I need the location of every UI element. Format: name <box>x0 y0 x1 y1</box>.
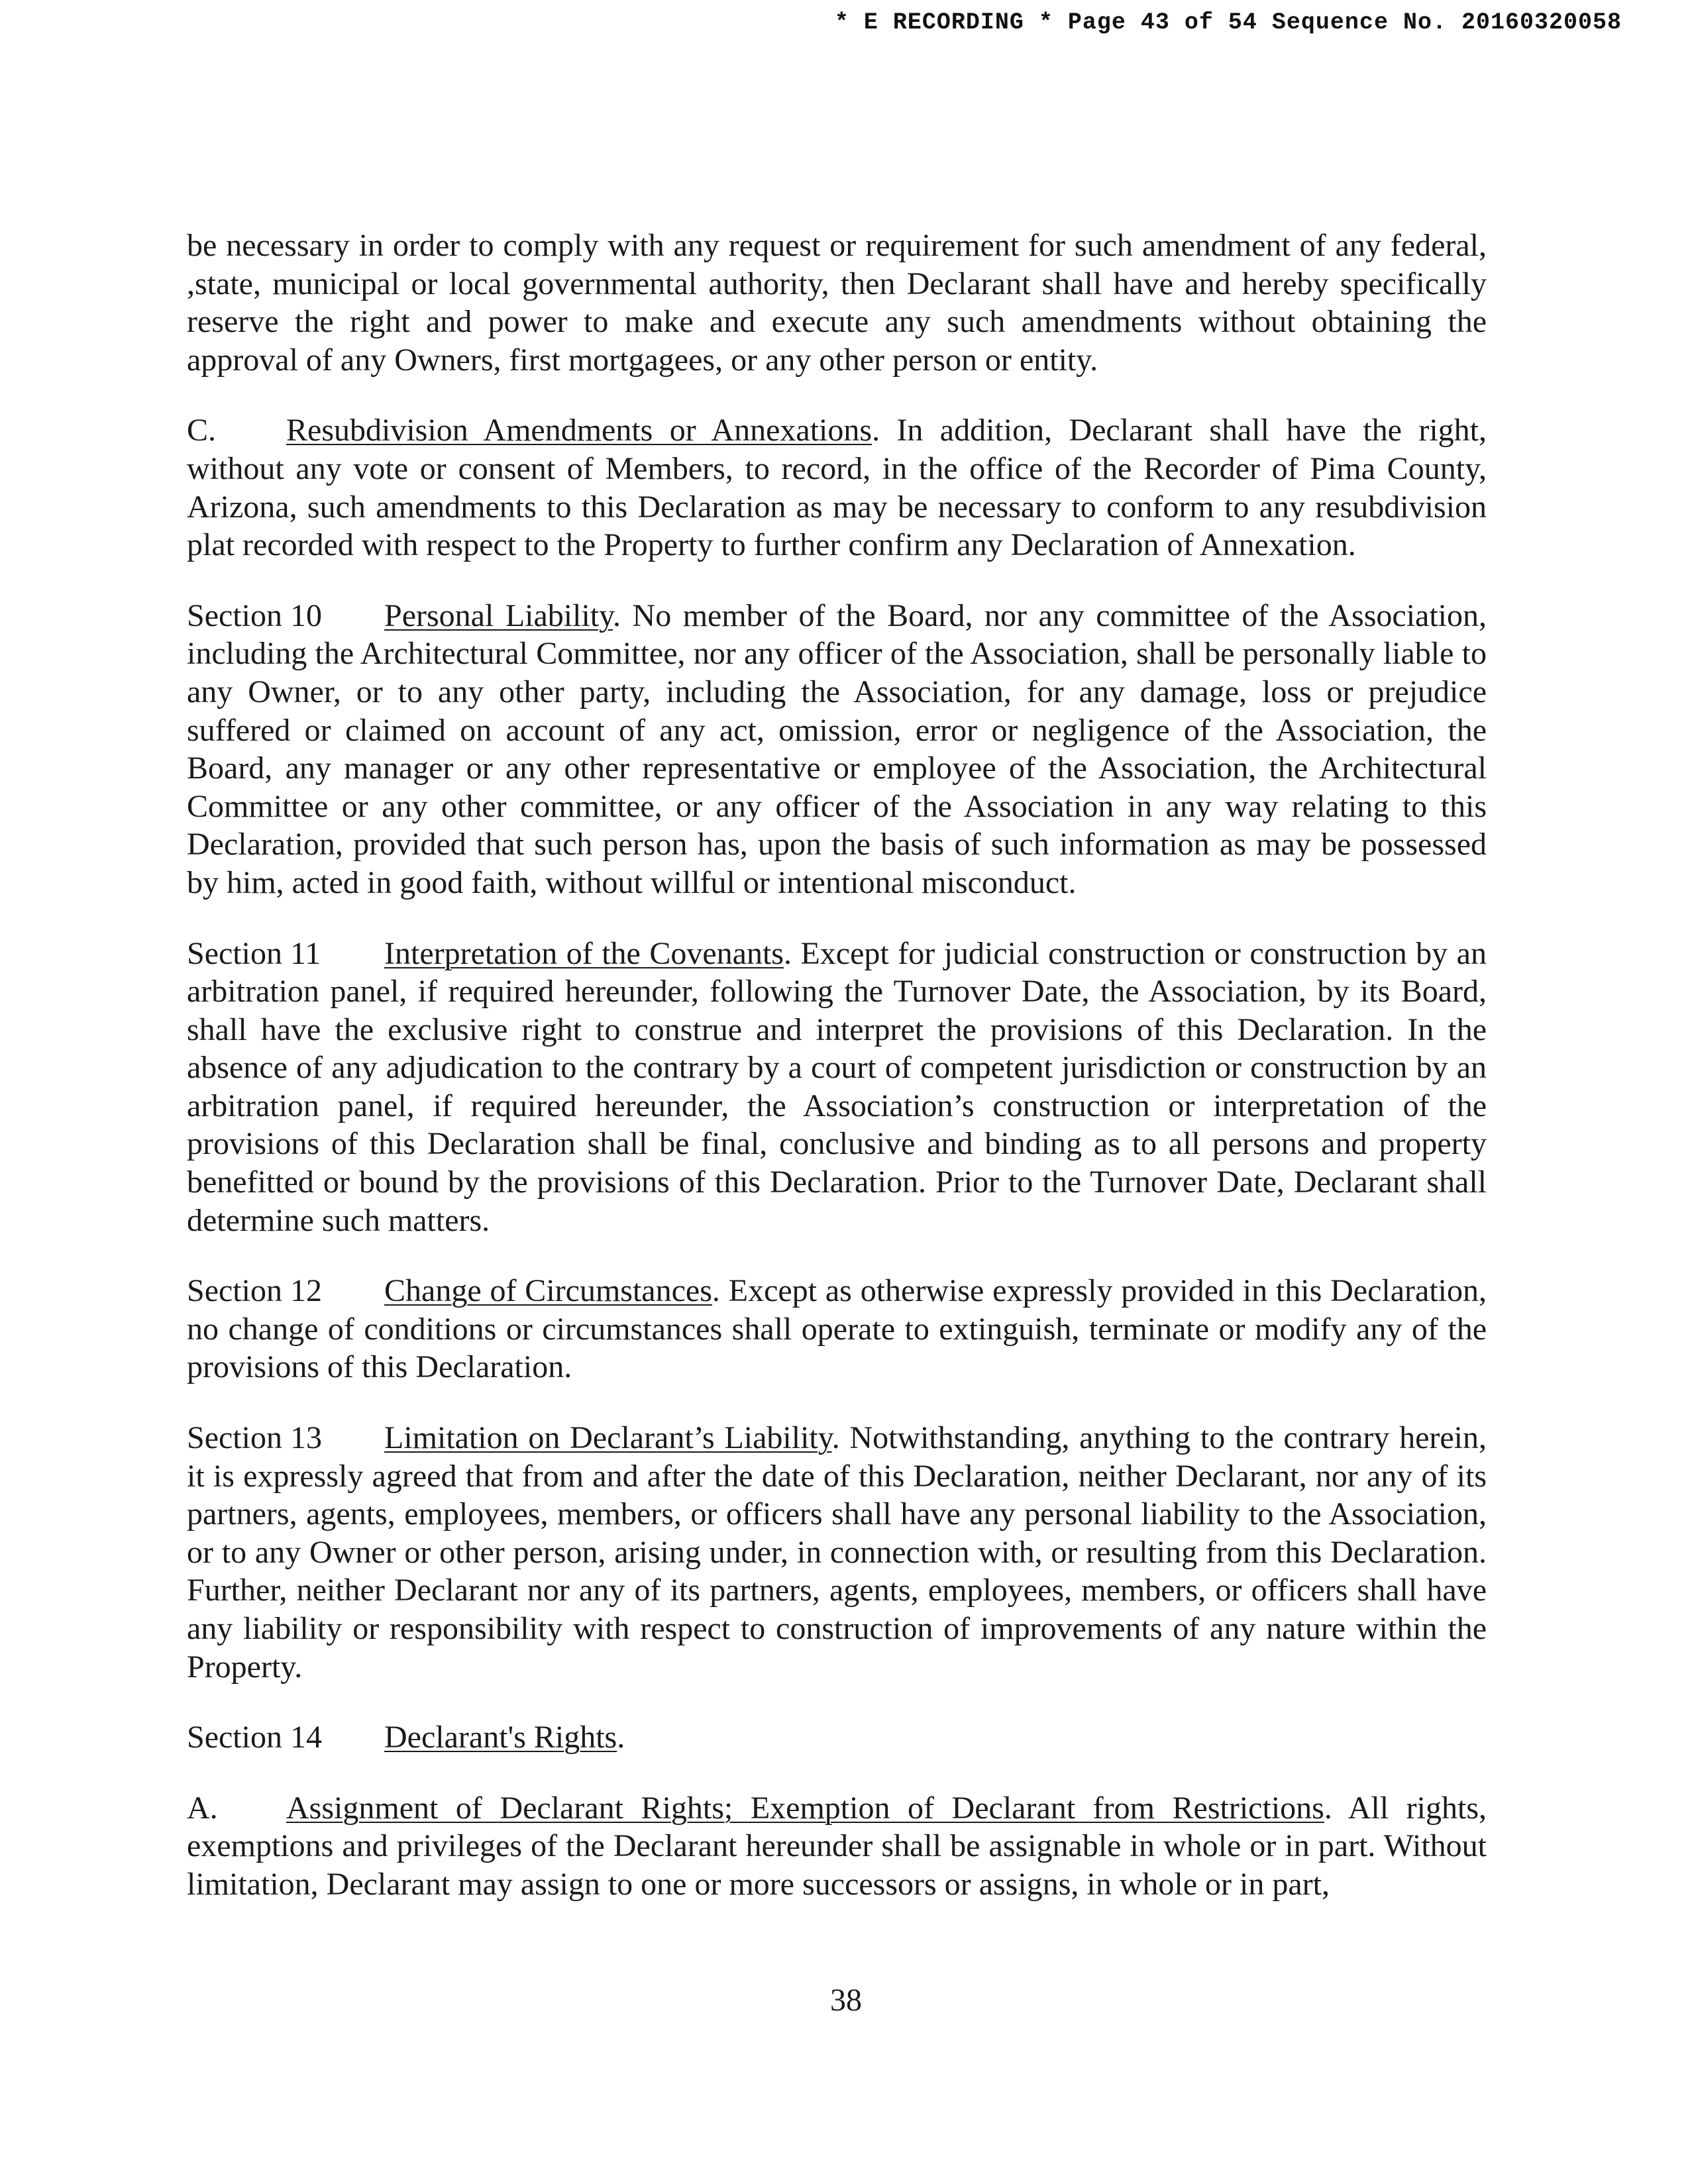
section-12-heading: Change of Circumstances <box>384 1273 712 1309</box>
section-13: Section 13 Limitation on Declarant’s Liability. Notwithstanding, anything to the contrary herein, it is expressly agreed that from and after the date of this Declaration, neither Declarant, nor any of its partners, agents, employees, members, or officers shall have any personal liability to the Association, or to any Owner or other person, arising under, in connection with, or resulting from this Declaration. Further, neither Declarant nor any of its partners, agents, employees, members, or officers shall have any liability or responsibility with respect to construction of improvements of any nature within the Property. <box>187 1420 1487 1685</box>
section-11-body: Except for judicial construction or construction by an arbitration panel, if required hereunder, following the Turnover Date, the Association, by its Board, shall have the exclusive right to construe and interpret the provisions of this Declaration. In the absence of any adjudication to the contrary by a court of competent jurisdiction or construction by an arbitration panel, if required hereunder, the Association’s construction or interpretation of the provisions of this Declaration shall be final, conclusive and binding as to all persons and property benefitted or bound by the provisions of this Declaration. Prior to the Turnover Date, Declarant shall determine such matters. <box>187 935 1487 1238</box>
section-14-heading: Declarant's Rights <box>384 1720 617 1755</box>
section-10-label: Section 10 <box>187 598 322 633</box>
section-13-body: Notwithstanding, anything to the contrary herein, it is expressly agreed that from and after the date of this Declaration, neither Declarant, nor any of its partners, agents, employees, members, or officers shall have any personal liability to the Association, or to any Owner or other person, arising under, in connection with, or resulting from this Declaration. Further, neither Declarant nor any of its partners, agents, employees, members, or officers shall have any liability or responsibility with respect to construction of improvements of any nature within the Property. <box>187 1420 1487 1685</box>
section-10: Section 10 Personal Liability. No member of the Board, nor any committee of the Association, including the Architectural Committee, nor any officer of the Association, shall be personally liable to any Owner, or to any other party, including the Association, for any damage, loss or prejudice suffered or claimed on account of any act, omission, error or negligence of the Association, the Board, any manager or any other representative or employee of the Association, the Architectural Committee or any other committee, or any officer of the Association in any way relating to this Declaration, provided that such person has, upon the basis of such information as may be possessed by him, acted in good faith, without willful or intentional misconduct. <box>187 598 1487 900</box>
subsection-a-body: All rights, exemptions and privileges of the Declarant hereunder shall be assignable in whole or in part. Without limitation, Declarant may assign to one or more successors or assigns, in whole or in part, <box>187 1790 1487 1902</box>
subsection-a-heading: Assignment of Declarant Rights; Exemption of Declarant from Restrictions <box>286 1790 1324 1826</box>
section-11-label: Section 11 <box>187 935 321 971</box>
document-body <box>187 227 1487 1936</box>
recording-header: * E RECORDING * Page 43 of 54 Sequence No. 20160320058 <box>834 9 1622 36</box>
section-13-heading: Limitation on Declarant’s Liability <box>384 1420 832 1456</box>
subsection-a-label: A. <box>187 1790 218 1826</box>
section-13-label: Section 13 <box>187 1420 322 1456</box>
section-11-heading: Interpretation of the Covenants <box>384 935 784 971</box>
section-12-body: Except as otherwise expressly provided in this Declaration, no change of conditions or circumstances shall operate to extinguish, terminate or modify any of the provisions of this Declaration. <box>187 1273 1487 1385</box>
subsection-c-heading: Resubdivision Amendments or Annexations <box>286 413 872 448</box>
page-number: 38 <box>830 1983 862 2018</box>
subsection-c-label: C. <box>187 413 217 448</box>
subsection-c: C. Resubdivision Amendments or Annexations. In addition, Declarant shall have the right, without any vote or consent of Members, to record, in the office of the Recorder of Pima County, Arizona, such amendments to this Declaration as may be necessary to conform to any resubdivision plat recorded with respect to the Property to further confirm any Declaration of Annexation. <box>187 413 1487 563</box>
section-14: Section 14 Declarant's Rights. <box>187 1718 1487 1757</box>
continuation-paragraph: be necessary in order to comply with any request or requirement for such amendment of any federal, ,state, municipal or local governmental authority, then Declarant shall have and hereby specifically reserve the right and power to make and execute any such amendments without obtaining the approval of any Owners, first mortgagees, or any other person or entity. <box>187 228 1487 378</box>
section-10-heading: Personal Liability <box>384 598 613 633</box>
section-12-label: Section 12 <box>187 1273 322 1309</box>
section-10-body: No member of the Board, nor any committee of the Association, including the Architectural Committee, nor any officer of the Association, shall be personally liable to any Owner, or to any other party, including the Association, for any damage, loss or prejudice suffered or claimed on account of any act, omission, error or negligence of the Association, the Board, any manager or any other representative or employee of the Association, the Architectural Committee or any other committee, or any officer of the Association in any way relating to this Declaration, provided that such person has, upon the basis of such information as may be possessed by him, acted in good faith, without willful or intentional misconduct. <box>187 598 1487 900</box>
section-12: Section 12 Change of Circumstances. Except as otherwise expressly provided in this Declaration, no change of conditions or circumstances shall operate to extinguish, terminate or modify any of the provisions of this Declaration. <box>187 1273 1487 1385</box>
subsection-a: A. Assignment of Declarant Rights; Exemption of Declarant from Restrictions. All rights, exemptions and privileges of the Declarant hereunder shall be assignable in whole or in part. Without limitation, Declarant may assign to one or more successors or assigns, in whole or in part, <box>187 1790 1487 1902</box>
subsection-c-body: In addition, Declarant shall have the right, without any vote or consent of Members, to record, in the office of the Recorder of Pima County, Arizona, such amendments to this Declaration as may be necessary to conform to any resubdivision plat recorded with respect to the Property to further confirm any Declaration of Annexation. <box>187 413 1487 563</box>
section-11: Section 11 Interpretation of the Covenants. Except for judicial construction or construction by an arbitration panel, if required hereunder, following the Turnover Date, the Association, by its Board, shall have the exclusive right to construe and interpret the provisions of this Declaration. In the absence of any adjudication to the contrary by a court of competent jurisdiction or construction by an arbitration panel, if required hereunder, the Association’s construction or interpretation of the provisions of this Declaration shall be final, conclusive and binding as to all persons and property benefitted or bound by the provisions of this Declaration. Prior to the Turnover Date, Declarant shall determine such matters. <box>187 935 1487 1238</box>
section-14-label: Section 14 <box>187 1720 322 1755</box>
